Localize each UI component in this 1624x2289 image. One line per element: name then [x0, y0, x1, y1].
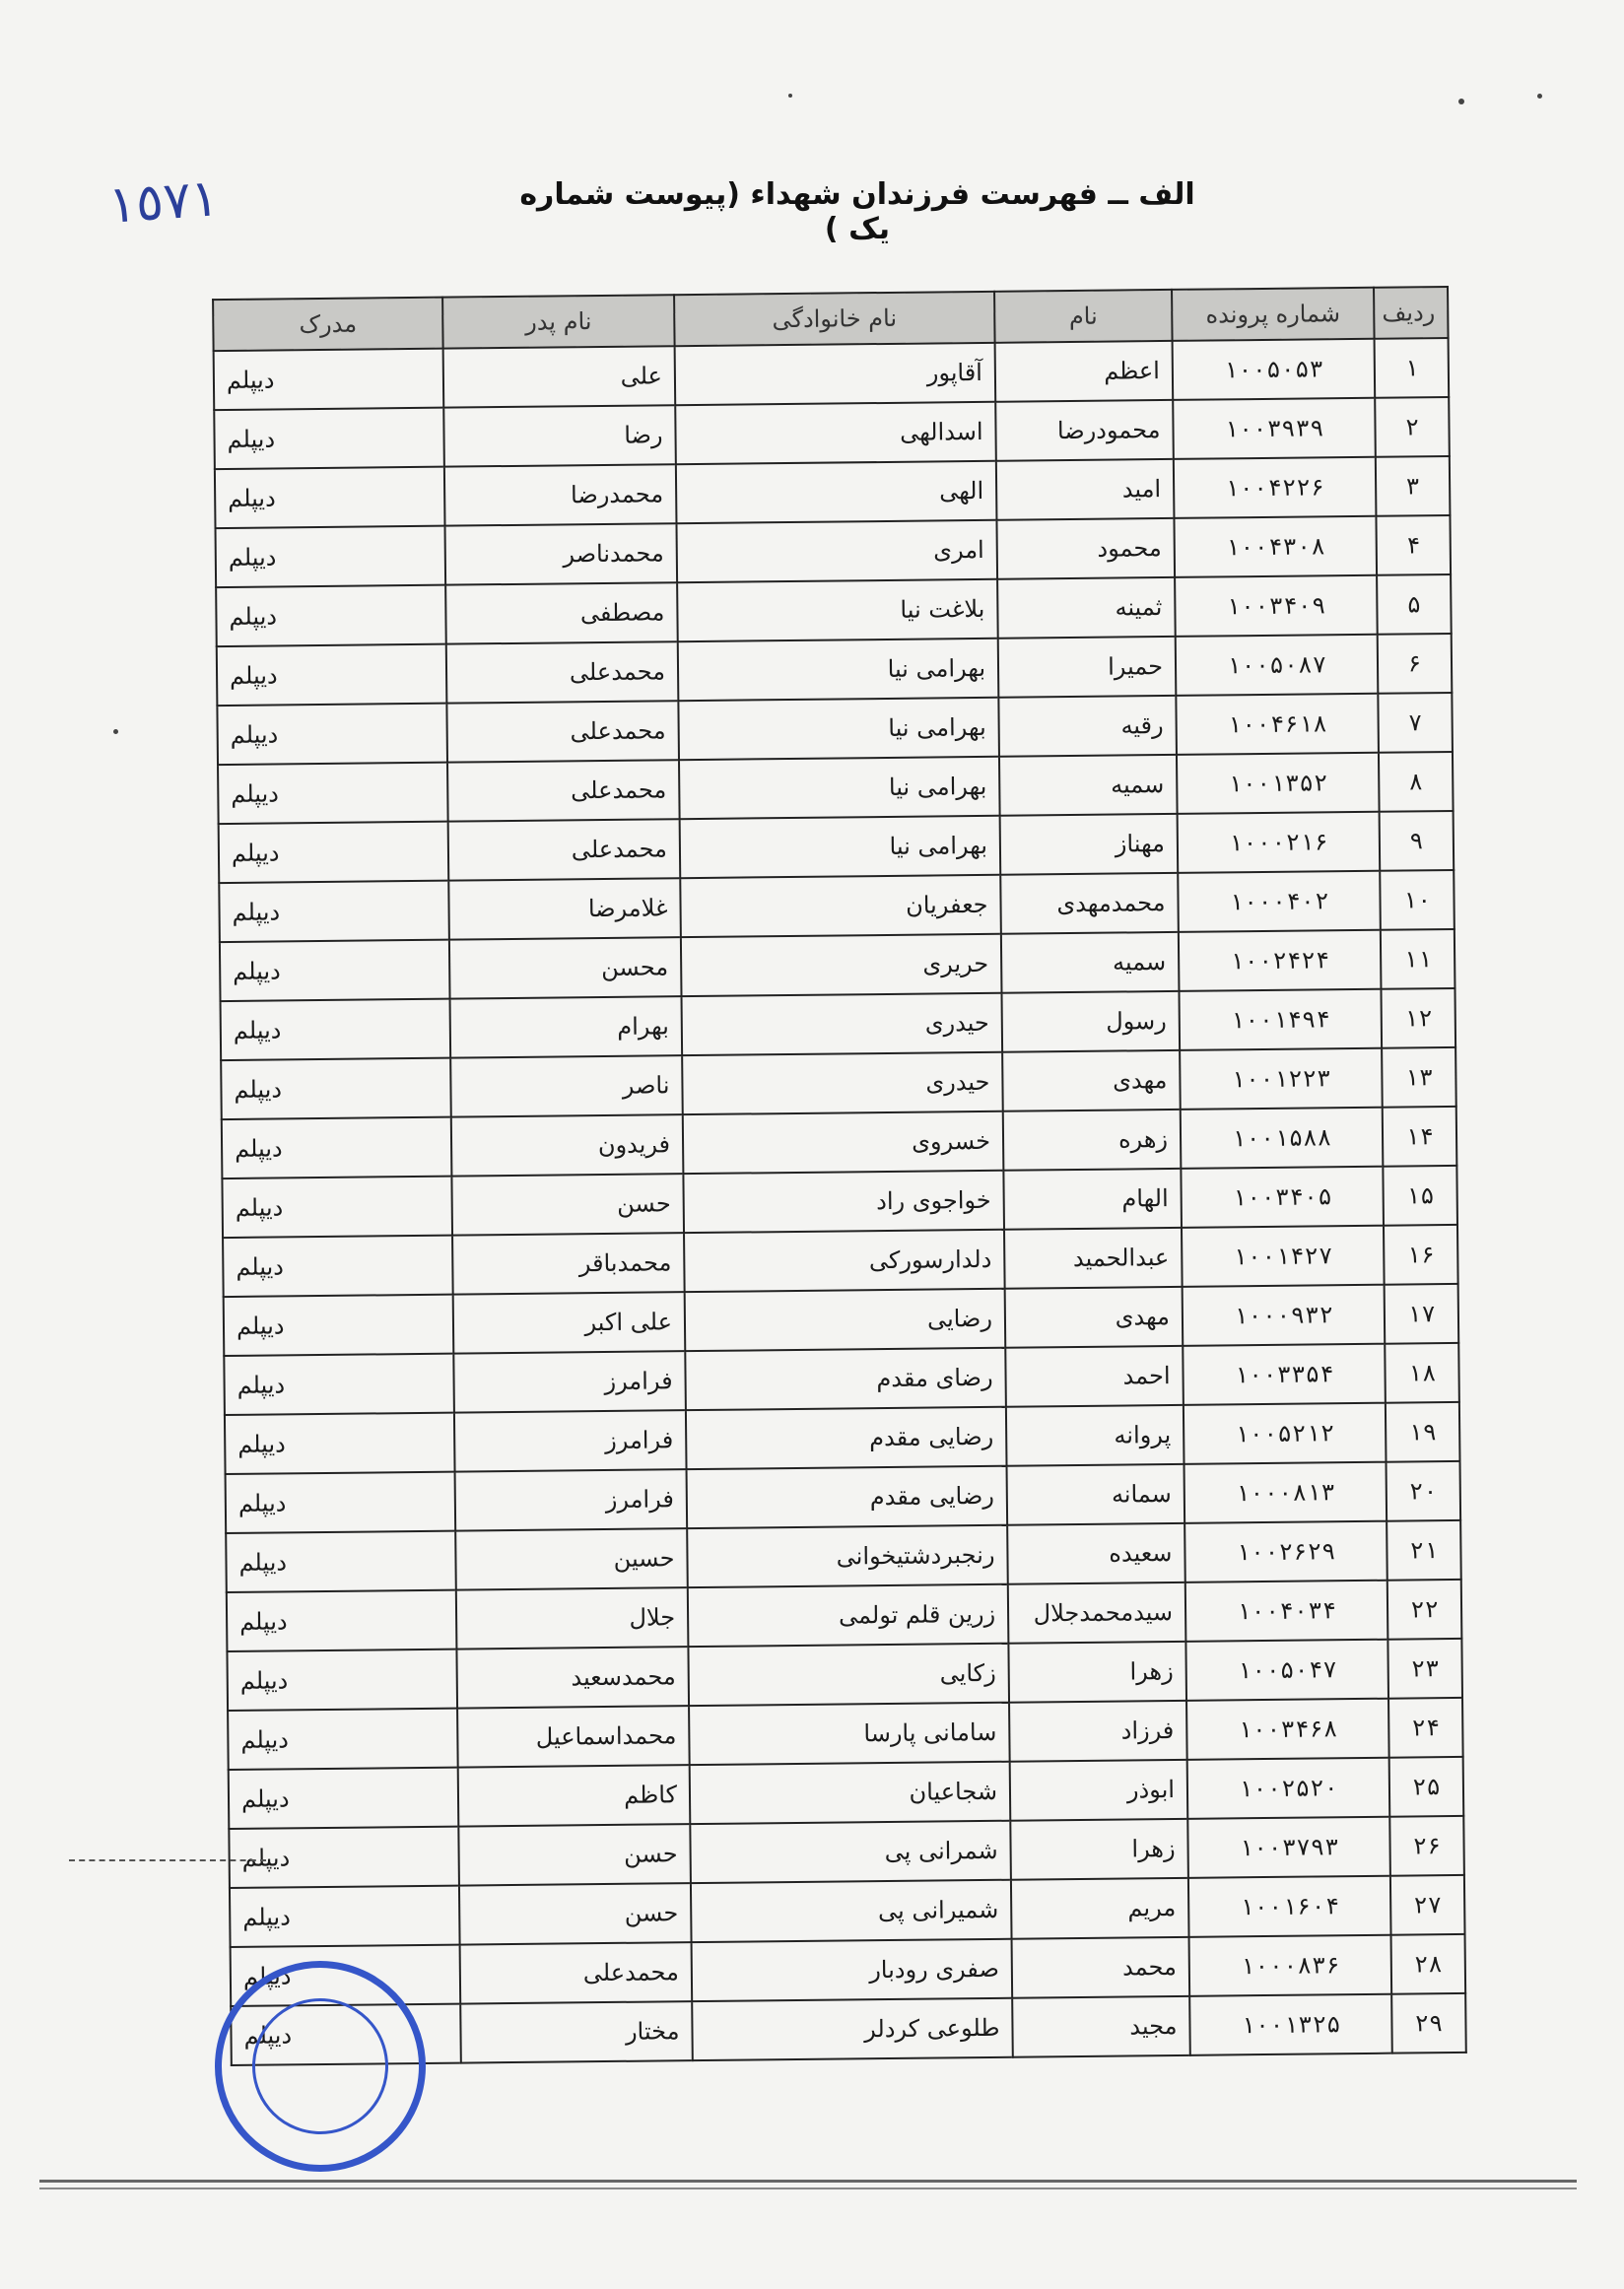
cell-degree: دیپلم: [226, 1531, 456, 1592]
cell-last-name: زکایی: [688, 1644, 1009, 1706]
cell-file-number: ۱۰۰۰۴۰۲: [1178, 871, 1381, 932]
bottom-rule-secondary: [39, 2188, 1577, 2189]
cell-row-number: ۶: [1378, 634, 1453, 694]
cell-first-name: سمیه: [1001, 932, 1180, 993]
cell-last-name: خسروی: [683, 1111, 1004, 1174]
cell-last-name: بلاغت نیا: [677, 579, 998, 641]
cell-last-name: حریری: [681, 934, 1002, 996]
header-degree: مدرک: [213, 298, 443, 351]
cell-row-number: ۸: [1379, 752, 1454, 812]
cell-first-name: سعیده: [1007, 1523, 1185, 1584]
cell-father-name: مختار: [460, 2001, 693, 2062]
cell-first-name: رسول: [1001, 991, 1180, 1052]
cell-father-name: بهرام: [450, 996, 683, 1057]
cell-last-name: سامانی پارسا: [689, 1703, 1010, 1765]
cell-father-name: فریدون: [451, 1114, 684, 1176]
martyrs-children-table-container: [212, 286, 1465, 2066]
cell-file-number: ۱۰۰۲۶۲۹: [1184, 1521, 1387, 1582]
cell-row-number: ۲۴: [1388, 1698, 1463, 1758]
cell-file-number: ۱۰۰۱۶۰۴: [1188, 1876, 1391, 1937]
cell-first-name: زهره: [1003, 1110, 1182, 1171]
cell-last-name: رضایی مقدم: [686, 1407, 1007, 1469]
cell-father-name: حسین: [455, 1528, 688, 1589]
cell-row-number: ۲: [1375, 397, 1450, 457]
cell-row-number: ۱۵: [1383, 1166, 1457, 1226]
cell-father-name: محمدسعید: [456, 1647, 689, 1708]
cell-row-number: ۲۵: [1389, 1757, 1464, 1817]
cell-last-name: رضایی: [685, 1289, 1006, 1351]
cell-row-number: ۱۸: [1385, 1343, 1459, 1403]
cell-first-name: محمدمهدی: [1000, 873, 1179, 934]
cell-row-number: ۱۷: [1385, 1284, 1459, 1344]
cell-first-name: سیدمحمدجلال: [1008, 1582, 1186, 1644]
cell-row-number: ۵: [1377, 574, 1452, 635]
cell-father-name: فرامرز: [453, 1351, 686, 1412]
cell-father-name: محمدعلی: [448, 819, 681, 880]
cell-file-number: ۱۰۰۰۸۱۳: [1184, 1462, 1387, 1523]
cell-last-name: بهرامی نیا: [678, 639, 999, 701]
cell-degree: دیپلم: [224, 1295, 454, 1356]
cell-last-name: خواجوی راد: [683, 1171, 1004, 1233]
cell-row-number: ۲۰: [1386, 1461, 1460, 1521]
cell-degree: دیپلم: [214, 408, 444, 469]
cell-degree: دیپلم: [229, 1768, 459, 1829]
cell-file-number: ۱۰۰۰۲۱۶: [1178, 812, 1381, 873]
cell-father-name: غلامرضا: [448, 878, 681, 939]
cell-last-name: امری: [676, 520, 997, 582]
cell-degree: دیپلم: [221, 1058, 451, 1119]
cell-row-number: ۲۳: [1387, 1639, 1462, 1699]
cell-father-name: حسن: [451, 1174, 684, 1235]
cell-first-name: حمیرا: [998, 637, 1177, 698]
cell-degree: دیپلم: [228, 1709, 458, 1770]
cell-father-name: فرامرز: [454, 1410, 687, 1471]
cell-first-name: مهدی: [1005, 1287, 1184, 1348]
cell-file-number: ۱۰۰۵۰۴۷: [1185, 1640, 1388, 1701]
cell-row-number: ۲۶: [1389, 1816, 1464, 1876]
header-file-number: شماره پرونده: [1172, 288, 1375, 341]
cell-file-number: ۱۰۰۵۰۸۷: [1176, 635, 1379, 696]
cell-degree: دیپلم: [227, 1590, 457, 1651]
cell-degree: دیپلم: [215, 467, 445, 528]
cell-last-name: دلدارسورکی: [684, 1230, 1005, 1292]
cell-file-number: ۱۰۰۳۴۶۸: [1186, 1699, 1389, 1760]
cell-file-number: ۱۰۰۳۷۹۳: [1187, 1817, 1390, 1878]
cell-file-number: ۱۰۰۲۵۲۰: [1187, 1758, 1390, 1819]
cell-father-name: محمداسماعیل: [457, 1706, 690, 1767]
cell-last-name: رنجبردشتیخوانی: [687, 1525, 1008, 1587]
cell-row-number: ۹: [1380, 811, 1455, 871]
cell-father-name: کاظم: [458, 1765, 691, 1826]
cell-degree: دیپلم: [221, 999, 451, 1060]
cell-file-number: ۱۰۰۱۲۲۳: [1180, 1048, 1383, 1110]
cell-row-number: ۲۱: [1387, 1520, 1461, 1581]
cell-first-name: رقیه: [998, 696, 1177, 757]
martyrs-children-table: [212, 286, 1467, 2066]
cell-degree: دیپلم: [231, 2004, 461, 2065]
header-last-name: نام خانوادگی: [674, 292, 995, 346]
cell-degree: دیپلم: [222, 1177, 452, 1238]
cell-file-number: ۱۰۰۳۴۰۵: [1181, 1167, 1384, 1228]
cell-file-number: ۱۰۰۴۳۰۸: [1174, 516, 1377, 577]
cell-last-name: بهرامی نیا: [678, 698, 999, 760]
cell-first-name: پروانه: [1006, 1405, 1184, 1466]
cell-row-number: ۱۹: [1386, 1402, 1460, 1462]
cell-last-name: شجاعیان: [690, 1762, 1011, 1824]
cell-father-name: محمدعلی: [447, 760, 680, 821]
cell-father-name: محمدناصر: [444, 523, 677, 584]
cell-file-number: ۱۰۰۵۲۱۲: [1184, 1403, 1387, 1464]
cell-file-number: ۱۰۰۱۵۸۸: [1181, 1108, 1384, 1169]
cell-degree: دیپلم: [227, 1649, 457, 1711]
cell-first-name: زهرا: [1008, 1642, 1186, 1703]
cell-last-name: حیدری: [682, 993, 1003, 1055]
cell-first-name: فرزاد: [1009, 1701, 1187, 1762]
cell-degree: دیپلم: [216, 526, 446, 587]
cell-degree: دیپلم: [219, 822, 449, 883]
cell-father-name: محسن: [449, 937, 682, 998]
cell-file-number: ۱۰۰۰۸۳۶: [1189, 1935, 1392, 1996]
cell-file-number: ۱۰۰۴۲۲۶: [1174, 457, 1377, 518]
document-title: الف ــ فهرست فرزندان شهداء (پیوست شماره یک ): [519, 177, 1195, 246]
cell-father-name: جلال: [456, 1587, 689, 1649]
cell-file-number: ۱۰۰۱۴۹۴: [1179, 989, 1382, 1050]
cell-degree: دیپلم: [223, 1236, 453, 1297]
scan-speck: [788, 94, 792, 98]
cell-row-number: ۱۶: [1384, 1225, 1458, 1285]
cell-row-number: ۱۱: [1381, 929, 1455, 989]
cell-file-number: ۱۰۰۲۴۲۴: [1179, 930, 1382, 991]
cell-file-number: ۱۰۰۳۹۳۹: [1173, 398, 1376, 459]
stamp-inner-ring: [235, 1981, 406, 2152]
cell-degree: دیپلم: [222, 1117, 452, 1178]
cell-first-name: زهرا: [1010, 1819, 1188, 1880]
cell-last-name: شمیرانی پی: [691, 1880, 1012, 1942]
scan-speck: [1537, 94, 1542, 99]
cell-file-number: ۱۰۰۱۳۵۲: [1177, 753, 1380, 814]
cell-degree: دیپلم: [218, 763, 448, 824]
cell-file-number: ۱۰۰۳۳۵۴: [1183, 1344, 1386, 1405]
cell-file-number: ۱۰۰۱۴۲۷: [1182, 1226, 1385, 1287]
cell-last-name: رضایی مقدم: [687, 1466, 1008, 1528]
cell-file-number: ۱۰۰۴۰۳۴: [1185, 1581, 1388, 1642]
cell-first-name: سمیه: [999, 755, 1178, 816]
cell-row-number: ۲۷: [1390, 1875, 1465, 1935]
cell-father-name: علی اکبر: [453, 1292, 686, 1353]
cell-degree: دیپلم: [224, 1354, 454, 1415]
cell-first-name: اعظم: [995, 341, 1174, 402]
cell-row-number: ۳: [1376, 456, 1451, 516]
cell-degree: دیپلم: [231, 1945, 461, 2006]
cell-row-number: ۷: [1378, 693, 1453, 753]
table-body: [214, 338, 1466, 2065]
cell-degree: دیپلم: [217, 644, 447, 706]
cell-first-name: الهام: [1003, 1169, 1182, 1230]
cell-last-name: بهرامی نیا: [679, 757, 1000, 819]
cell-first-name: ثمینه: [997, 577, 1176, 639]
cell-degree: دیپلم: [214, 349, 444, 410]
cell-first-name: محمود: [996, 518, 1175, 579]
handwritten-page-number: ١٥٧١: [106, 168, 221, 236]
cell-last-name: اسدالهی: [675, 402, 996, 464]
cell-row-number: ۲۸: [1391, 1934, 1466, 1994]
cell-last-name: شمرانی پی: [690, 1821, 1011, 1883]
cell-first-name: مهدی: [1002, 1050, 1181, 1111]
cell-first-name: مهناز: [1000, 814, 1179, 875]
cell-last-name: حیدری: [682, 1052, 1003, 1114]
cell-first-name: احمد: [1005, 1346, 1184, 1407]
cell-father-name: حسن: [459, 1883, 692, 1944]
cell-file-number: ۱۰۰۱۳۲۵: [1189, 1994, 1392, 2055]
header-row-number: ردیف: [1374, 287, 1449, 339]
cell-first-name: مریم: [1011, 1878, 1189, 1939]
cell-row-number: ۲۹: [1391, 1993, 1466, 2053]
cell-father-name: حسن: [458, 1824, 691, 1885]
cell-first-name: سمانه: [1007, 1464, 1185, 1525]
header-first-name: نام: [994, 290, 1173, 343]
cell-degree: دیپلم: [219, 881, 449, 942]
cell-row-number: ۴: [1376, 515, 1451, 575]
bottom-rule: [39, 2180, 1577, 2183]
cell-degree: دیپلم: [220, 940, 450, 1001]
cell-row-number: ۱: [1375, 338, 1450, 398]
cell-degree: دیپلم: [216, 585, 446, 646]
cell-file-number: ۱۰۰۰۹۳۲: [1183, 1285, 1386, 1346]
cell-degree: دیپلم: [225, 1413, 455, 1474]
cell-father-name: محمدرضا: [444, 464, 677, 525]
cell-first-name: امید: [996, 459, 1175, 520]
cell-first-name: محمودرضا: [995, 400, 1174, 461]
scan-speck: [1458, 99, 1464, 104]
cell-father-name: محمدعلی: [446, 701, 679, 762]
scan-speck: [113, 729, 118, 734]
cell-father-name: محمدعلی: [460, 1942, 693, 2003]
cell-last-name: زرین قلم تولمی: [688, 1584, 1009, 1647]
cell-degree: دیپلم: [226, 1472, 456, 1533]
cell-last-name: رضای مقدم: [685, 1348, 1006, 1410]
cell-last-name: جعفریان: [680, 875, 1001, 937]
cell-row-number: ۱۲: [1381, 988, 1455, 1048]
cell-degree: دیپلم: [217, 704, 447, 765]
cell-last-name: آقاپور: [675, 343, 996, 405]
cell-file-number: ۱۰۰۳۴۰۹: [1175, 575, 1378, 637]
cell-first-name: محمد: [1012, 1937, 1190, 1998]
header-father-name: نام پدر: [442, 295, 675, 348]
cell-last-name: صفری رودبار: [692, 1939, 1013, 2001]
cell-first-name: مجید: [1012, 1996, 1190, 2057]
cell-file-number: ۱۰۰۵۰۵۳: [1173, 339, 1376, 400]
cell-father-name: مصطفی: [445, 582, 678, 643]
cell-father-name: ناصر: [450, 1055, 683, 1116]
cell-file-number: ۱۰۰۴۶۱۸: [1176, 694, 1379, 755]
cell-last-name: بهرامی نیا: [680, 816, 1001, 878]
cell-father-name: محمدعلی: [446, 641, 679, 703]
cell-father-name: محمدباقر: [452, 1233, 685, 1294]
cell-father-name: رضا: [443, 405, 676, 466]
cell-first-name: عبدالحمید: [1004, 1228, 1183, 1289]
cell-first-name: ابوذر: [1010, 1760, 1188, 1821]
cell-last-name: الهی: [676, 461, 997, 523]
cell-row-number: ۲۲: [1387, 1580, 1462, 1640]
margin-dash-line: [69, 1859, 266, 1861]
cell-father-name: علی: [443, 346, 676, 407]
cell-degree: دیپلم: [230, 1886, 460, 1947]
cell-father-name: فرامرز: [455, 1469, 688, 1530]
cell-row-number: ۱۳: [1382, 1047, 1456, 1108]
cell-row-number: ۱۰: [1380, 870, 1455, 930]
cell-degree: دیپلم: [229, 1827, 459, 1888]
cell-row-number: ۱۴: [1383, 1107, 1457, 1167]
cell-last-name: طلوعی کردلر: [692, 1998, 1013, 2060]
